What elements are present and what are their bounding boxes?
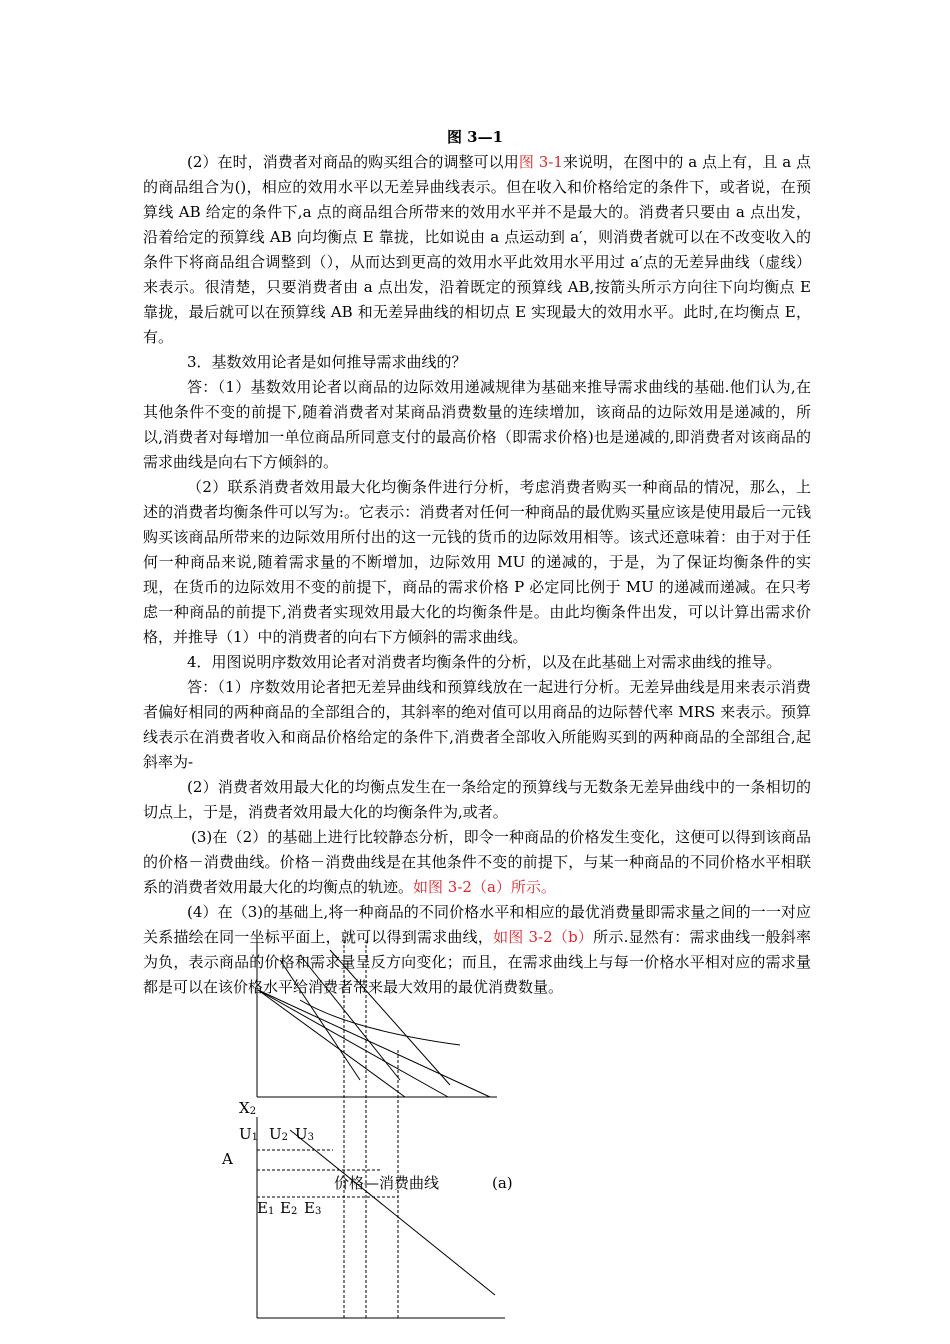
question-3: 3．基数效用论者是如何推导需求曲线的？ — [187, 353, 467, 371]
figure-3-1-reference: 图 3-1 — [518, 153, 563, 171]
budget-line-1 — [258, 990, 405, 1097]
figure-title: 图 3—1 — [446, 128, 504, 146]
point-a-label: A — [222, 1150, 233, 1168]
answer-4-part-4: (4）在（3)的基础上,将一种商品的不同价格水平和相应的最优消费量即需求量之间的一一对应关系描绘在同一坐标平面上，就可以得到需求曲线，如图 3-2（b）所示.显然有：需求曲线一般斜率为负，表示商品的价格和需求量呈反方向变化；而且，在需求曲线上与每一价格水平相对应的需求量都是可以在该价格水平给消费者带来最大效用的最优消费数量。 — [143, 903, 811, 996]
budget-line-2 — [258, 990, 448, 1097]
answer-3-part-1: 答：（1）基数效用论者以商品的边际效用递减规律为基础来推导需求曲线的基础.他们认为,在其他条件不变的前提下,随着消费者对某商品消费数量的连续增加，该商品的边际效用是递减的，所以,消费者对每增加一单位商品所同意支付的最高价格（即需求价格)也是递减的,即消费者对该商品的需求曲线是向右下方倾斜的。 — [143, 378, 811, 471]
u3-label: U3 — [295, 1125, 315, 1143]
question-4: 4．用图说明序数效用论者对消费者均衡条件的分析，以及在此基础上对需求曲线的推导。 — [187, 653, 782, 671]
figure-3-2a-reference: 如图 3-2（a）所示。 — [413, 878, 556, 896]
u1-label: U1 — [239, 1125, 259, 1143]
budget-line-3 — [258, 990, 490, 1097]
price-consumption-curve-label: 价格—消费曲线 — [334, 1174, 440, 1192]
answer-4-part-2: (2）消费者效用最大化的均衡点发生在一条给定的预算线与无数条无差异曲线中的一条相切的切点上，于是，消费者效用最大化的均衡条件为,或者。 — [143, 778, 811, 821]
e3-label: E3 — [304, 1199, 322, 1217]
answer-4-part-3: (3)在（2）的基础上进行比较静态分析，即令一种商品的价格发生变化，这便可以得到该商品的价格－消费曲线。价格－消费曲线是在其他条件不变的前提下，与某一种商品的不同价格水平相联系的消费者效用最大化的均衡点的轨迹。如图 3-2（a）所示。 — [143, 828, 811, 896]
e1-label: E1 — [257, 1199, 275, 1217]
body-text — [143, 150, 811, 1000]
answer-4-part-1: 答：（1）序数效用论者把无差异曲线和预算线放在一起进行分析。无差异曲线是用来表示消费者偏好相同的两种商品的全部组合的，其斜率的绝对值可以用商品的边际替代率 MRS 来表示。预算线表示在消费者收入和商品价格给定的条件下,消费者全部收入所能购买到的两种商品的全部组合,起斜率为- — [143, 678, 811, 771]
figure-3-2b-reference: 如图 3-2（b） — [493, 928, 594, 946]
u2-label: U2 — [269, 1125, 289, 1143]
price-consumption-curve — [300, 1000, 460, 1045]
x2-axis-label: X2 — [239, 1099, 257, 1117]
panel-a-label: (a) — [492, 1174, 513, 1192]
answer-3-part-2: （2）联系消费者效用最大化均衡条件进行分析，考虑消费者购买一种商品的情况，那么，上述的消费者均衡条件可以写为:。它表示：消费者对任何一种商品的最优购买量应该是使用最后一元钱购买该商品所带来的边际效用所付出的这一元钱的货币的边际效用相等。该式还意味着：由于对于任何一种商品来说,随着需求量的不断增加，边际效用 MU 的递减的，于是，为了保证均衡条件的实现，在货币的边际效用不变的前提下，商品的需求价格 P 必定同比例于 MU 的递减而递减。在只考虑一种商品的前提下,消费者实现效用最大化的均衡条件是。由此均衡条件出发，可以计算出需求价格，并推导（1）中的消费者的向右下方倾斜的需求曲线。 — [143, 478, 811, 646]
paragraph-2-explanation: (2）在时，消费者对商品的购买组合的调整可以用图 3-1来说明，在图中的 a 点上有，且 a 点的商品组合为()，相应的效用水平以无差异曲线表示。但在收入和价格给定的条件下，或者说，在预算线 AB 给定的条件下,a 点的商品组合所带来的效用水平并不是最大的。消费者只要由 a 点出发，沿着给定的预算线 AB 向均衡点 E 靠拢，比如说由 a 点运动到 a′，则消费者就可以在不改变收入的条件下将商品组合调整到（），从而达到更高的效用水平此效用水平用过 a′点的无差异曲线（虚线）来表示。很清楚，只要消费者由 a 点出发，沿着既定的预算线 AB,按箭头所示方向往下向均衡点 E 靠拢，最后就可以在预算线 AB 和无差异曲线的相切点 E 实现最大的效用水平。此时,在均衡点 E，有。 — [143, 153, 811, 346]
e2-label: E2 — [280, 1199, 298, 1217]
